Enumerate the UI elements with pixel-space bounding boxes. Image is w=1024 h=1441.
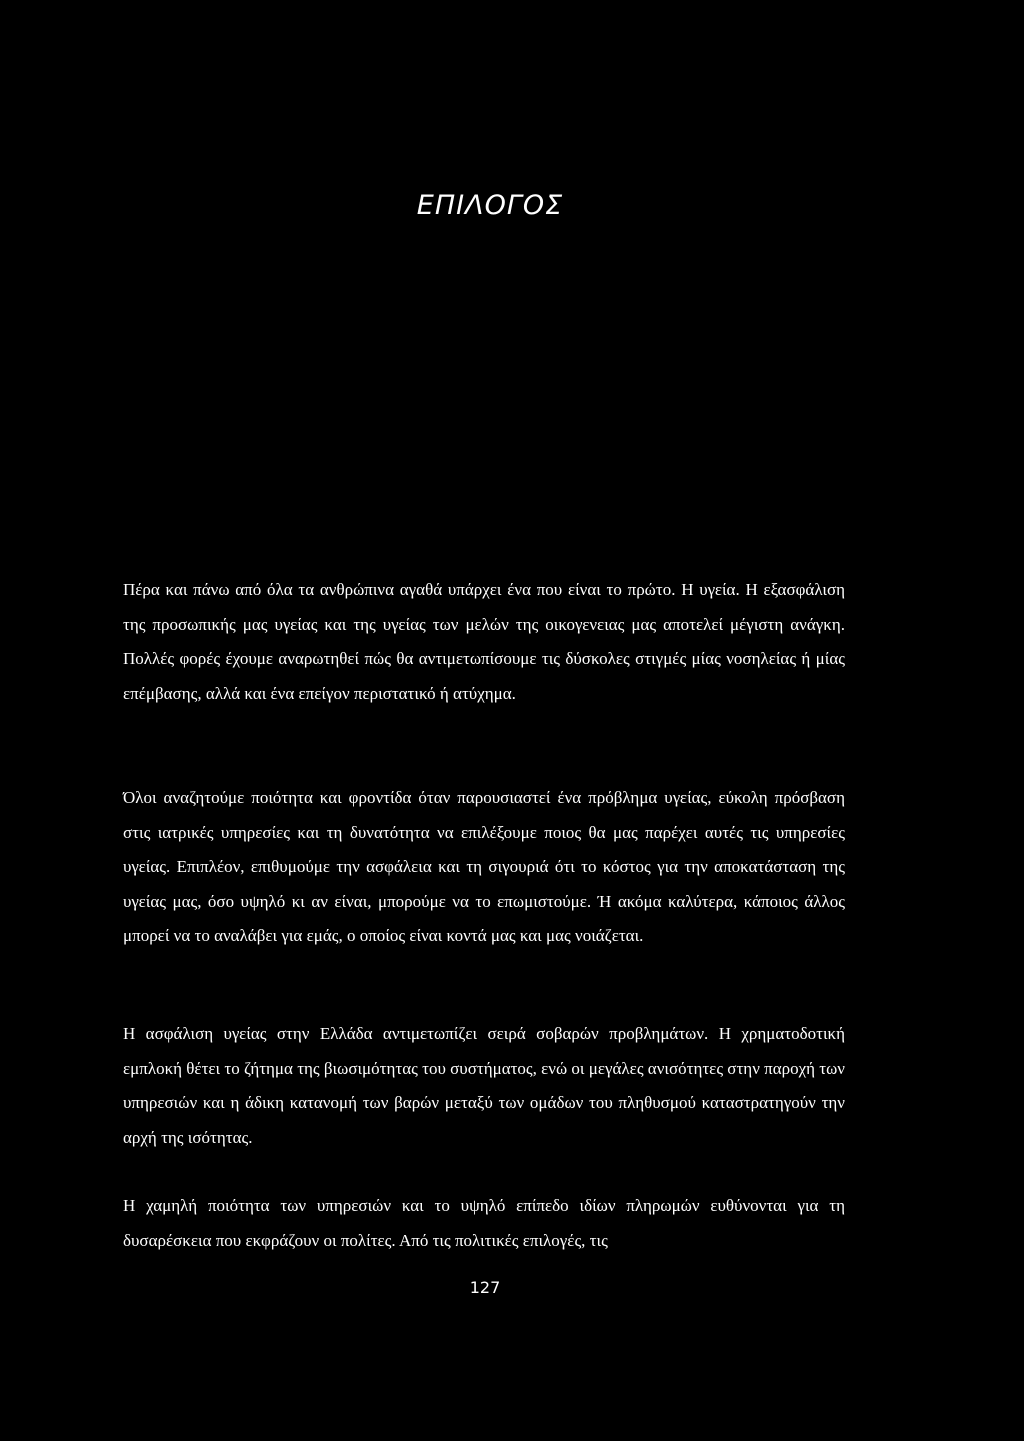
paragraph-2: Όλοι αναζητούμε ποιότητα και φροντίδα όταν παρουσιαστεί ένα πρόβλημα υγείας, εύκολη πρόσβαση στις ιατρικές υπηρεσίες και τη δυνατότητα να επιλέξουμε ποιος θα μας παρέχει αυτές τις υπηρεσίες υγείας. Επιπλέον, επιθυμούμε την ασφάλεια και τη σιγουριά ότι το κόστος για την αποκατάσταση της υγείας μας, όσο υψηλό κι αν είναι, μπορούμε να το επωμιστούμε. Ή ακόμα καλύτερα, κάποιος άλλος μπορεί να το αναλάβει για εμάς, ο οποίος είναι κοντά μας και μας νοιάζεται. xyxy=(123,788,845,945)
paragraph-1: Πέρα και πάνω από όλα τα ανθρώπινα αγαθά υπάρχει ένα που είναι το πρώτο. Η υγεία. Η εξασφάλιση της προσωπικής μας υγείας και της υγείας των μελών της οικογενειας μας αποτελεί μέγιστη ανάγκη. Πολλές φορές έχουμε αναρωτηθεί πώς θα αντιμετωπίσουμε τις δύσκολες στιγμές μίας νοσηλείας ή μίας επέμβασης, αλλά και ένα επείγον περιστατικό ή ατύχημα. xyxy=(123,580,845,703)
paragraph-4: Η χαμηλή ποιότητα των υπηρεσιών και το υψηλό επίπεδο ιδίων πληρωμών ευθύνονται για τη δυσαρέσκεια που εκφράζουν οι πολίτες. Από τις πολιτικές επιλογές, τις xyxy=(123,1196,845,1250)
paragraph-3: Η ασφάλιση υγείας στην Ελλάδα αντιμετωπίζει σειρά σοβαρών προβλημάτων. Η χρηματοδοτική εμπλοκή θέτει το ζήτημα της βιωσιμότητας του συστήματος, ενώ οι μεγάλες ανισότητες στην παροχή των υπηρεσιών και η άδικη κατανομή των βαρών μεταξύ των ομάδων του πληθυσμού καταστρατηγούν την αρχή της ισότητας. xyxy=(123,1024,845,1147)
chapter-title: ΕΠΙΛΟΓΟΣ xyxy=(416,190,564,221)
page-number: 127 xyxy=(469,1278,501,1297)
